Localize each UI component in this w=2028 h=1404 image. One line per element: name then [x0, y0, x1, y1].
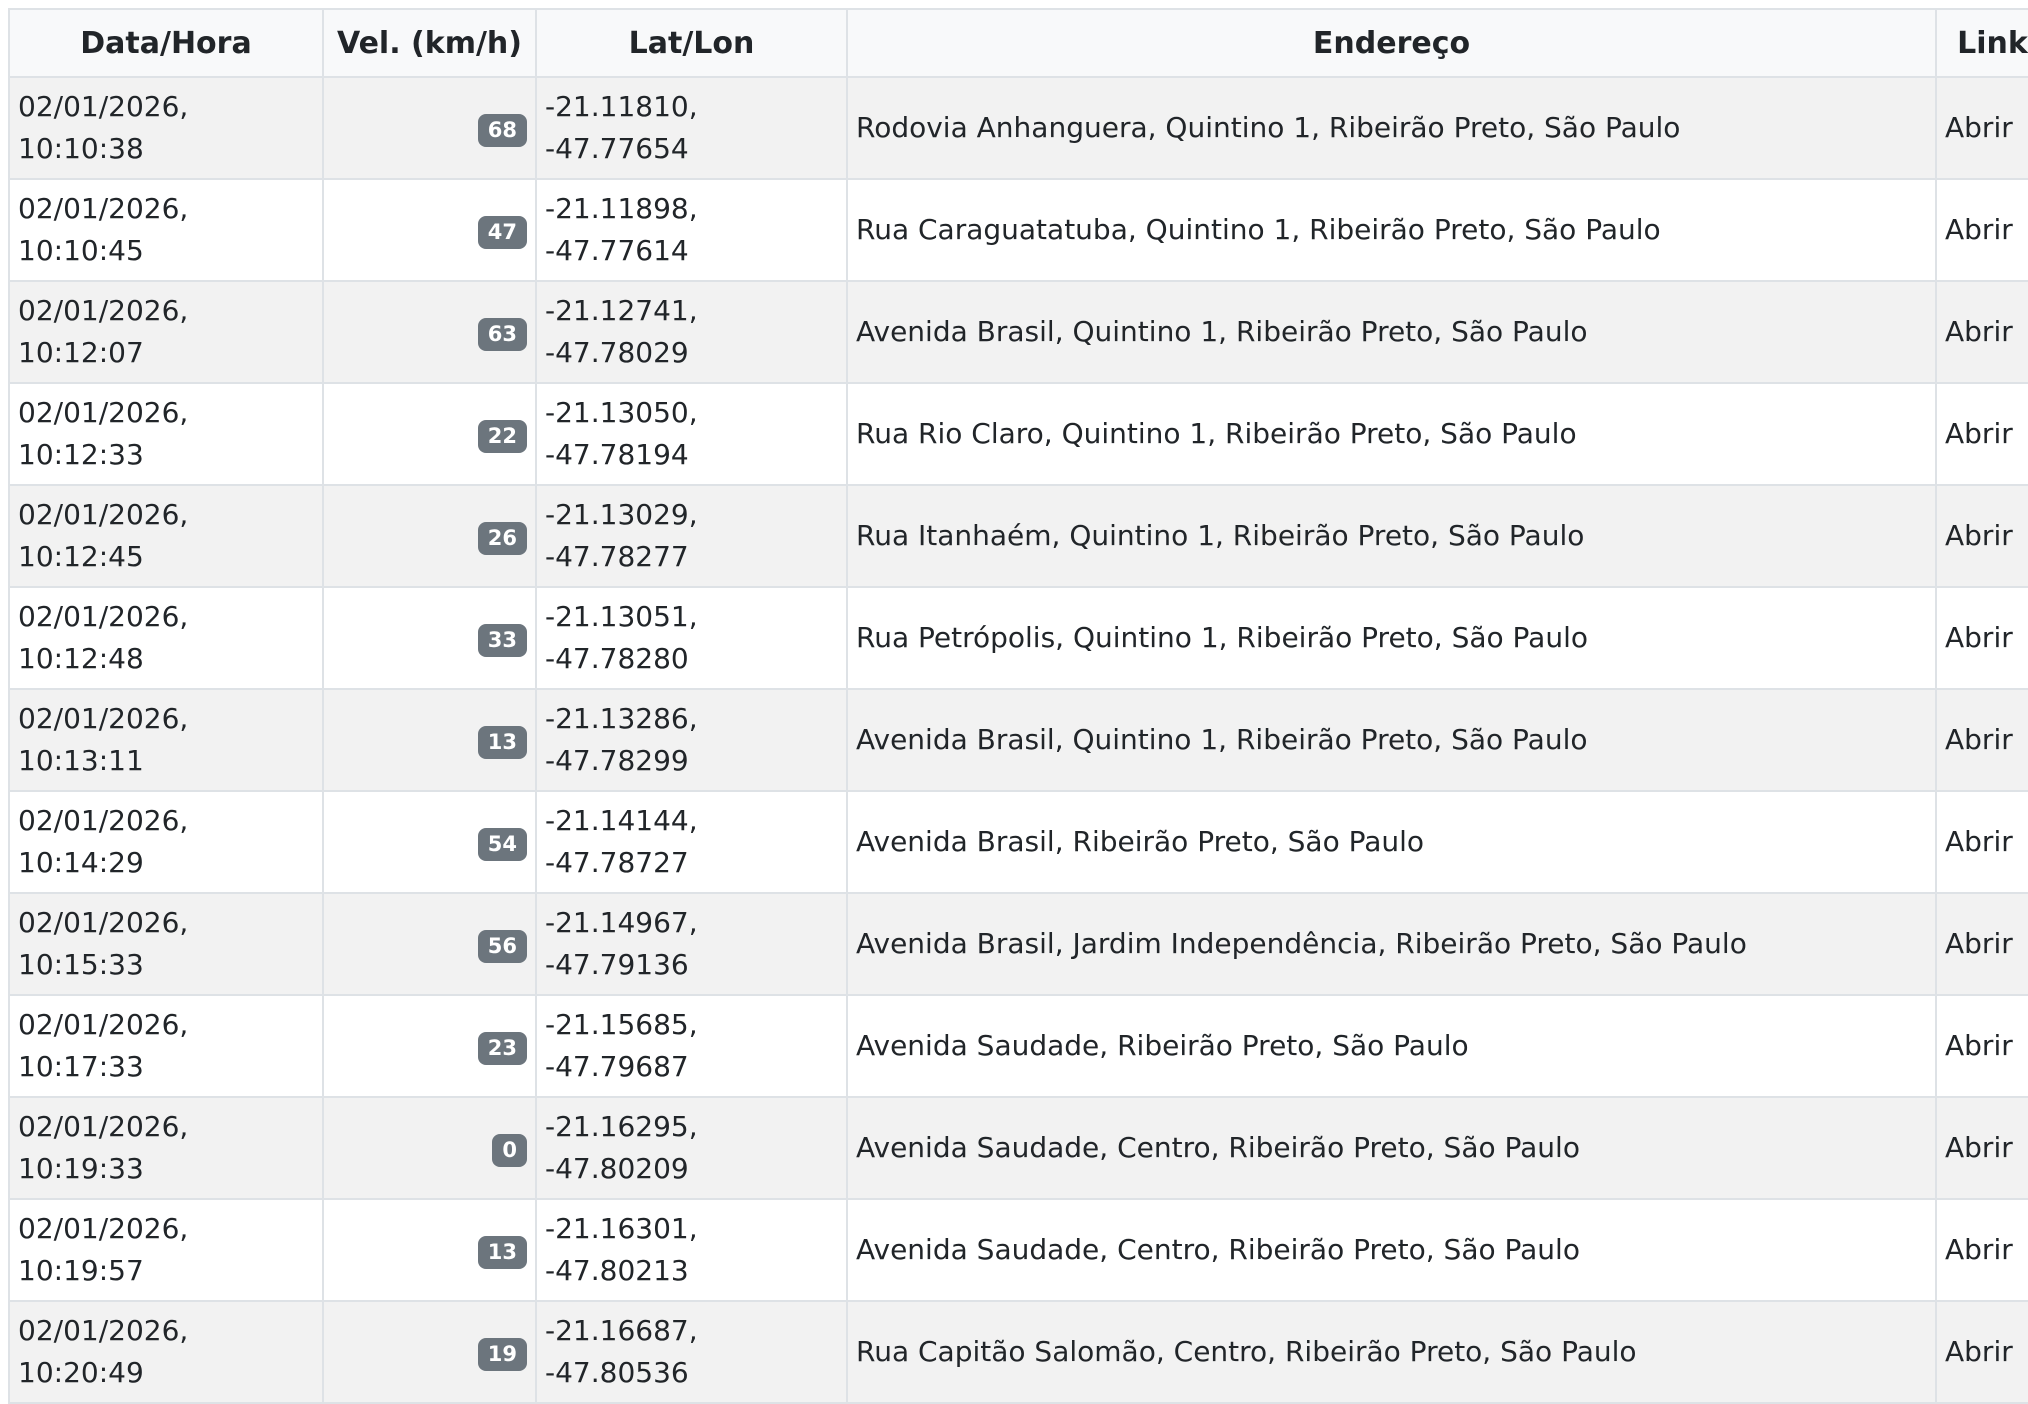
latlon-cell [536, 383, 847, 485]
latlon-cell [536, 485, 847, 587]
link-cell [1936, 383, 2028, 485]
speed-cell [323, 689, 536, 791]
lat-text: -21.15685, [545, 1008, 698, 1041]
latlon-cell [536, 1097, 847, 1199]
speed-cell [323, 587, 536, 689]
latlon-cell [536, 995, 847, 1097]
speed-cell [323, 1097, 536, 1199]
address-cell: Rua Itanhaém, Quintino 1, Ribeirão Preto, São Paulo [847, 485, 1936, 587]
date-text: 02/01/2026, [18, 1008, 189, 1041]
date-text: 02/01/2026, [18, 1110, 189, 1143]
speed-cell [323, 77, 536, 179]
time-text: 10:12:33 [18, 438, 144, 471]
location-history-table-container [8, 8, 2028, 1404]
link-cell [1936, 893, 2028, 995]
link-cell [1936, 485, 2028, 587]
date-text: 02/01/2026, [18, 498, 189, 531]
date-text: 02/01/2026, [18, 396, 189, 429]
open-map-link[interactable]: Abrir [1945, 1029, 2013, 1062]
latlon-cell [536, 179, 847, 281]
time-text: 10:12:48 [18, 642, 144, 675]
speed-cell [323, 281, 536, 383]
time-text: 10:10:45 [18, 234, 144, 267]
address-cell: Rodovia Anhanguera, Quintino 1, Ribeirão Preto, São Paulo [847, 77, 1936, 179]
address-cell: Avenida Brasil, Quintino 1, Ribeirão Preto, São Paulo [847, 281, 1936, 383]
address-cell: Avenida Brasil, Jardim Independência, Ribeirão Preto, São Paulo [847, 893, 1936, 995]
lat-text: -21.16301, [545, 1212, 698, 1245]
table-row [9, 383, 2028, 485]
speed-badge: 54 [478, 828, 527, 861]
lon-text: -47.78029 [545, 336, 689, 369]
speed-cell [323, 179, 536, 281]
speed-badge: 13 [478, 1236, 527, 1269]
lon-text: -47.80209 [545, 1152, 689, 1185]
latlon-cell [536, 77, 847, 179]
datetime-cell [9, 995, 323, 1097]
datetime-cell [9, 1097, 323, 1199]
lon-text: -47.78727 [545, 846, 689, 879]
lon-text: -47.78280 [545, 642, 689, 675]
header-speed: Vel. (km/h) [323, 9, 536, 77]
lat-text: -21.11898, [545, 192, 698, 225]
date-text: 02/01/2026, [18, 702, 189, 735]
table-row [9, 791, 2028, 893]
speed-cell [323, 1199, 536, 1301]
datetime-cell [9, 1199, 323, 1301]
link-cell [1936, 587, 2028, 689]
lon-text: -47.78277 [545, 540, 689, 573]
lon-text: -47.77654 [545, 132, 689, 165]
latlon-cell [536, 689, 847, 791]
open-map-link[interactable]: Abrir [1945, 621, 2013, 654]
address-cell: Rua Rio Claro, Quintino 1, Ribeirão Preto, São Paulo [847, 383, 1936, 485]
latlon-cell [536, 1301, 847, 1403]
latlon-cell [536, 893, 847, 995]
header-link: Link [1936, 9, 2028, 77]
time-text: 10:15:33 [18, 948, 144, 981]
table-row [9, 179, 2028, 281]
lat-text: -21.16687, [545, 1314, 698, 1347]
lat-text: -21.11810, [545, 90, 698, 123]
time-text: 10:19:57 [18, 1254, 144, 1287]
datetime-cell [9, 1301, 323, 1403]
address-cell: Avenida Saudade, Ribeirão Preto, São Paulo [847, 995, 1936, 1097]
speed-cell [323, 485, 536, 587]
speed-badge: 63 [478, 318, 527, 351]
open-map-link[interactable]: Abrir [1945, 1233, 2013, 1266]
link-cell [1936, 1301, 2028, 1403]
date-text: 02/01/2026, [18, 1314, 189, 1347]
link-cell [1936, 791, 2028, 893]
address-cell: Avenida Saudade, Centro, Ribeirão Preto, São Paulo [847, 1097, 1936, 1199]
open-map-link[interactable]: Abrir [1945, 1131, 2013, 1164]
speed-cell [323, 383, 536, 485]
date-text: 02/01/2026, [18, 804, 189, 837]
speed-badge: 68 [478, 114, 527, 147]
time-text: 10:12:07 [18, 336, 144, 369]
open-map-link[interactable]: Abrir [1945, 315, 2013, 348]
date-text: 02/01/2026, [18, 294, 189, 327]
datetime-cell [9, 485, 323, 587]
date-text: 02/01/2026, [18, 90, 189, 123]
location-history-table [8, 8, 2028, 1404]
lat-text: -21.14967, [545, 906, 698, 939]
datetime-cell [9, 179, 323, 281]
lon-text: -47.78299 [545, 744, 689, 777]
link-cell [1936, 179, 2028, 281]
open-map-link[interactable]: Abrir [1945, 927, 2013, 960]
link-cell [1936, 1199, 2028, 1301]
header-latlon: Lat/Lon [536, 9, 847, 77]
lon-text: -47.79136 [545, 948, 689, 981]
time-text: 10:19:33 [18, 1152, 144, 1185]
datetime-cell [9, 791, 323, 893]
table-row [9, 1097, 2028, 1199]
table-row [9, 995, 2028, 1097]
time-text: 10:13:11 [18, 744, 144, 777]
time-text: 10:17:33 [18, 1050, 144, 1083]
lon-text: -47.79687 [545, 1050, 689, 1083]
link-cell [1936, 77, 2028, 179]
speed-badge: 56 [478, 930, 527, 963]
open-map-link[interactable]: Abrir [1945, 723, 2013, 756]
speed-cell [323, 1301, 536, 1403]
latlon-cell [536, 281, 847, 383]
datetime-cell [9, 587, 323, 689]
speed-badge: 47 [478, 216, 527, 249]
link-cell [1936, 689, 2028, 791]
speed-cell [323, 791, 536, 893]
lon-text: -47.78194 [545, 438, 689, 471]
table-row [9, 77, 2028, 179]
address-cell: Avenida Brasil, Quintino 1, Ribeirão Preto, São Paulo [847, 689, 1936, 791]
table-row [9, 689, 2028, 791]
speed-cell [323, 893, 536, 995]
speed-badge: 19 [478, 1338, 527, 1371]
date-text: 02/01/2026, [18, 192, 189, 225]
address-cell: Avenida Brasil, Ribeirão Preto, São Paulo [847, 791, 1936, 893]
speed-badge: 13 [478, 726, 527, 759]
link-cell [1936, 281, 2028, 383]
datetime-cell [9, 281, 323, 383]
lat-text: -21.13051, [545, 600, 698, 633]
latlon-cell [536, 1199, 847, 1301]
lon-text: -47.77614 [545, 234, 689, 267]
latlon-cell [536, 791, 847, 893]
latlon-cell [536, 587, 847, 689]
time-text: 10:12:45 [18, 540, 144, 573]
lat-text: -21.14144, [545, 804, 698, 837]
speed-badge: 0 [492, 1134, 527, 1167]
address-cell: Rua Caraguatatuba, Quintino 1, Ribeirão Preto, São Paulo [847, 179, 1936, 281]
datetime-cell [9, 77, 323, 179]
lat-text: -21.13286, [545, 702, 698, 735]
table-row [9, 1199, 2028, 1301]
speed-badge: 26 [478, 522, 527, 555]
datetime-cell [9, 689, 323, 791]
datetime-cell [9, 383, 323, 485]
time-text: 10:10:38 [18, 132, 144, 165]
speed-badge: 33 [478, 624, 527, 657]
open-map-link[interactable]: Abrir [1945, 111, 2013, 144]
address-cell: Avenida Saudade, Centro, Ribeirão Preto, São Paulo [847, 1199, 1936, 1301]
table-row [9, 587, 2028, 689]
open-map-link[interactable]: Abrir [1945, 825, 2013, 858]
open-map-link[interactable]: Abrir [1945, 213, 2013, 246]
open-map-link[interactable]: Abrir [1945, 1335, 2013, 1368]
lat-text: -21.16295, [545, 1110, 698, 1143]
time-text: 10:20:49 [18, 1356, 144, 1389]
address-cell: Rua Petrópolis, Quintino 1, Ribeirão Preto, São Paulo [847, 587, 1936, 689]
date-text: 02/01/2026, [18, 600, 189, 633]
link-cell [1936, 995, 2028, 1097]
speed-badge: 23 [478, 1032, 527, 1065]
lat-text: -21.13029, [545, 498, 698, 531]
lat-text: -21.12741, [545, 294, 698, 327]
time-text: 10:14:29 [18, 846, 144, 879]
link-cell [1936, 1097, 2028, 1199]
table-header-row [9, 9, 2028, 77]
header-datetime: Data/Hora [9, 9, 323, 77]
open-map-link[interactable]: Abrir [1945, 417, 2013, 450]
table-row [9, 485, 2028, 587]
table-row [9, 1301, 2028, 1403]
table-row [9, 281, 2028, 383]
open-map-link[interactable]: Abrir [1945, 519, 2013, 552]
date-text: 02/01/2026, [18, 906, 189, 939]
lon-text: -47.80536 [545, 1356, 689, 1389]
header-address: Endereço [847, 9, 1936, 77]
table-body [9, 77, 2028, 1403]
table-row [9, 893, 2028, 995]
speed-cell [323, 995, 536, 1097]
lat-text: -21.13050, [545, 396, 698, 429]
date-text: 02/01/2026, [18, 1212, 189, 1245]
address-cell: Rua Capitão Salomão, Centro, Ribeirão Preto, São Paulo [847, 1301, 1936, 1403]
speed-badge: 22 [478, 420, 527, 453]
lon-text: -47.80213 [545, 1254, 689, 1287]
datetime-cell [9, 893, 323, 995]
